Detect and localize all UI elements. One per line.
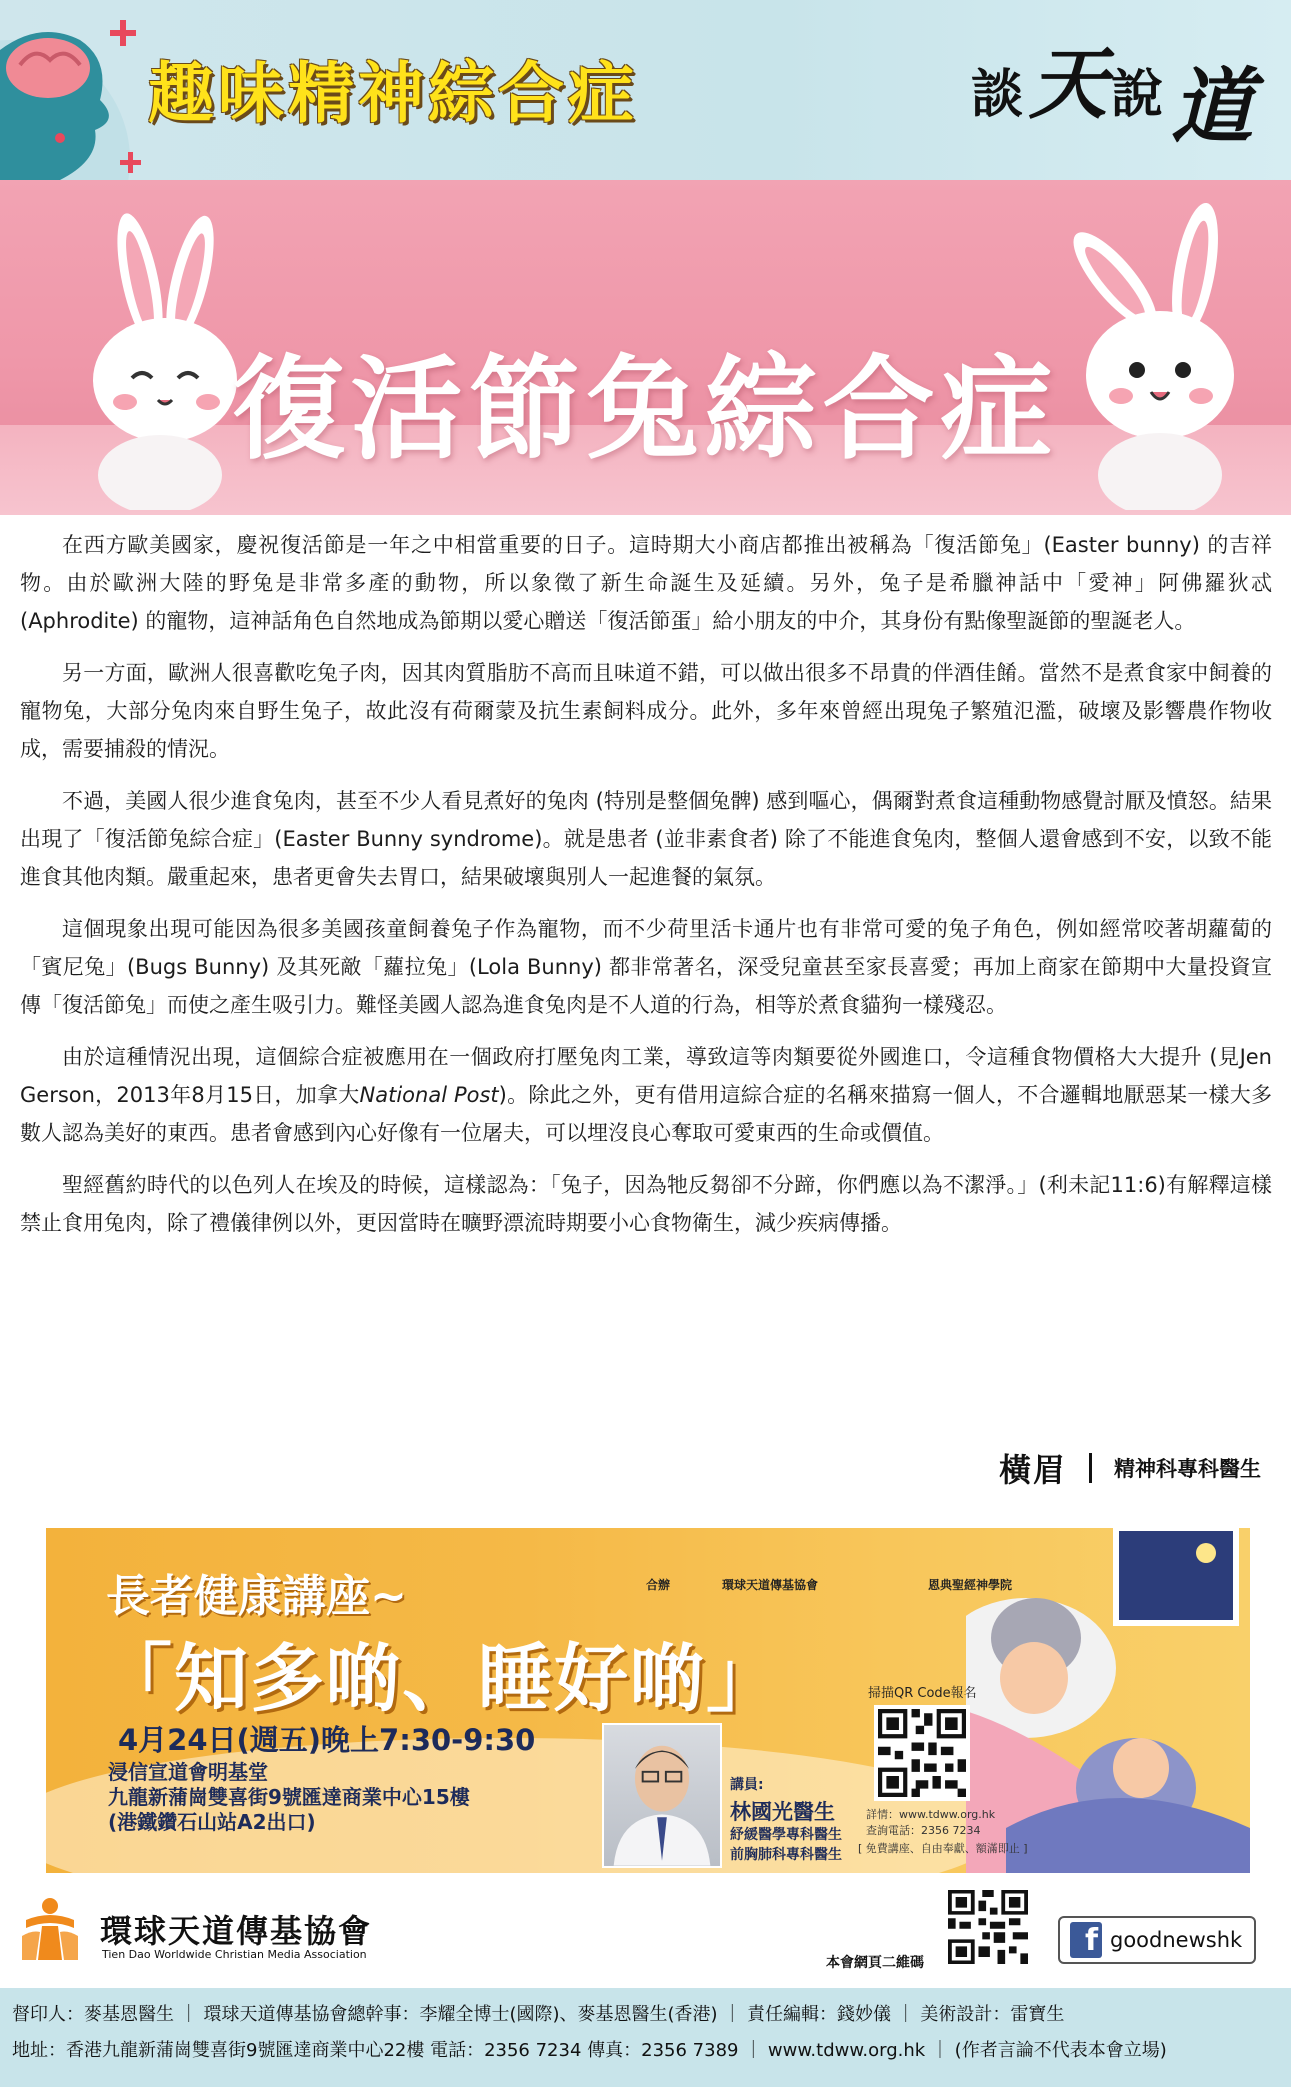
ad-kicker: 長者健康講座~ bbox=[106, 1571, 407, 1622]
paragraph-2: 另一方面，歐洲人很喜歡吃兔子肉，因其肉質脂肪不高而且味道不錯，可以做出很多不昂貴的伴酒佳餚。當然不是煮食家中飼養的寵物兔，大部分兔肉來自野生兔子，故此沒有荷爾蒙及抗生素飼料成分。此外，多年來曾經出現兔子繁殖氾濫，破壞及影響農作物收成，需要捕殺的情況。 bbox=[20, 661, 1272, 761]
brain-head-illustration bbox=[0, 10, 150, 180]
ad-phone: 查詢電話：2356 7234 bbox=[866, 1824, 981, 1837]
co-organizer-2: 恩典聖經神學院 bbox=[928, 1578, 1013, 1592]
author-role: 精神科專科醫生 bbox=[1114, 1457, 1261, 1481]
author-byline bbox=[999, 1445, 1261, 1491]
registration-qr-code[interactable] bbox=[874, 1705, 970, 1801]
facebook-icon: f bbox=[1070, 1922, 1102, 1958]
column-header bbox=[0, 0, 1291, 180]
facebook-handle: goodnewshk bbox=[1110, 1928, 1243, 1952]
ad-datetime: 4月24日(週五)晚上7:30-9:30 bbox=[118, 1723, 536, 1757]
paragraph-5 bbox=[20, 1038, 1272, 1152]
speaker-title-2: 前胸肺科專科醫生 bbox=[730, 1847, 842, 1863]
brand-char-4: 道 bbox=[1171, 59, 1253, 155]
byline-divider bbox=[1089, 1453, 1092, 1483]
author-name: 橫眉 bbox=[998, 1451, 1067, 1489]
brand-calligraphy-logo bbox=[971, 22, 1271, 155]
qr-scan-label: 掃描QR Code報名 bbox=[868, 1686, 977, 1701]
org-logo-icon bbox=[22, 1896, 78, 1960]
paragraph-1: 在西方歐美國家，慶祝復活節是一年之中相當重要的日子。這時期大小商店都推出被稱為「復活節兔」(Easter bunny) 的吉祥物。由於歐洲大陸的野兔是非常多產的動物，所以象徵了新生命誕生及延續。另外，兔子是希臘神話中「愛神」阿佛羅狄忒 (Aphrodite) 的寵物，這神話角色自然地成為節期以愛心贈送「復活節蛋」給小朋友的中介，其身份有點像聖誕節的聖誕老人。 bbox=[20, 533, 1272, 633]
website-qr-code[interactable] bbox=[948, 1890, 1028, 1964]
paragraph-3: 不過，美國人很少進食兔肉，甚至不少人看見煮好的兔肉 (特別是整個兔髀) 感到嘔心，偶爾對煮食這種動物感覺討厭及憤怒。結果出現了「復活節兔綜合症」(Easter Bunny syndrome)。就是患者 (並非素食者) 除了不能進食兔肉，整個人還會感到不安，以致不能進食其他肉類。嚴重起來，患者更會失去胃口，結果破壞與別人一起進餐的氣氛。 bbox=[20, 789, 1272, 889]
brand-char-1: 談 bbox=[971, 64, 1024, 125]
co-organizer-label: 合辦 bbox=[646, 1578, 671, 1592]
article-title: 復活節兔綜合症 bbox=[232, 345, 1059, 475]
org-english-name: Tien Dao Worldwide Christian Media Association bbox=[102, 1948, 367, 1961]
paragraph-5-part-a: 由於這種情況出現，這個綜合症被應用在一個政府打壓兔肉工業，導致這等肉類要從外國進口，令這種食物價格大大提升 (見Jen Gerson，2013年8月15日，加拿大 bbox=[20, 1045, 1272, 1107]
column-title: 趣味精神綜合症 bbox=[148, 55, 638, 132]
ad-detail-url[interactable]: 詳情：www.tdww.org.hk bbox=[866, 1808, 996, 1821]
contact-address: 地址：香港九龍新蒲崗雙喜街9號匯達商業中心22樓 電話：2356 7234 傳真：2356 7389 ｜ www.tdww.org.hk ｜ (作者言論不代表本會立場) bbox=[12, 2040, 1167, 2061]
venue-line-1: 浸信宣道會明基堂 bbox=[108, 1760, 268, 1784]
publication-credits: 督印人：麥基恩醫生 ｜ 環球天道傳基協會總幹事：李耀全博士(國際)、麥基恩醫生(香港) ｜ 責任編輯：錢妙儀 ｜ 美術設計：雷寶生 bbox=[12, 2004, 1065, 2025]
co-organizer-1: 環球天道傳基協會 bbox=[722, 1578, 819, 1592]
org-name: 環球天道傳基協會 bbox=[100, 1912, 373, 1950]
speaker-title-1: 紓緩醫學專科醫生 bbox=[730, 1827, 842, 1843]
ad-venue bbox=[108, 1760, 470, 1835]
speaker-photo bbox=[602, 1723, 722, 1868]
seminar-advertisement[interactable] bbox=[46, 1528, 1250, 1873]
facebook-link[interactable] bbox=[1058, 1916, 1256, 1964]
speaker-label: 講員: bbox=[730, 1777, 764, 1793]
ad-title: 「知多啲、睡好啲」 bbox=[98, 1636, 782, 1722]
venue-line-2: 九龍新蒲崗雙喜街9號匯達商業中心15樓 bbox=[108, 1785, 470, 1809]
article-body bbox=[20, 526, 1272, 1256]
brand-char-3: 說 bbox=[1111, 64, 1164, 125]
ad-note: [ 免費講座、自由奉獻、額滿即止 ] bbox=[858, 1842, 1028, 1855]
publication-name: National Post bbox=[359, 1083, 499, 1107]
speaker-name: 林國光醫生 bbox=[730, 1800, 835, 1824]
paragraph-6: 聖經舊約時代的以色列人在埃及的時候，這樣認為：「兔子，因為牠反芻卻不分蹄，你們應以為不潔淨。」(利未記11:6)有解釋這樣禁止食用兔肉，除了禮儀律例以外，更因當時在曠野漂流時期要小心食物衛生，減少疾病傳播。 bbox=[20, 1173, 1272, 1235]
website-qr-label: 本會網頁二維碼 bbox=[826, 1955, 924, 1971]
paragraph-4: 這個現象出現可能因為很多美國孩童飼養兔子作為寵物，而不少荷里活卡通片也有非常可愛的兔子角色，例如經常咬著胡蘿蔔的「賓尼兔」(Bugs Bunny) 及其死敵「蘿拉兔」(Lola Bunny) 都非常著名，深受兒童甚至家長喜愛；再加上商家在節期中大量投資宣傳「復活節兔」而使之產生吸引力。難怪美國人認為進食兔肉是不人道的行為，相等於煮食貓狗一樣殘忍。 bbox=[20, 917, 1272, 1017]
venue-line-3: (港鐵鑽石山站A2出口) bbox=[108, 1810, 316, 1834]
brand-char-2: 天 bbox=[1029, 39, 1108, 130]
paragraph-5-part-b: )。除此之外，更有借用這綜合症的名稱來描寫一個人，不合邏輯地厭惡某一樣大多數人認為美好的東西。患者會感到內心好像有一位屠夫，可以埋沒良心奪取可愛東西的生命或價值。 bbox=[20, 1083, 1272, 1145]
